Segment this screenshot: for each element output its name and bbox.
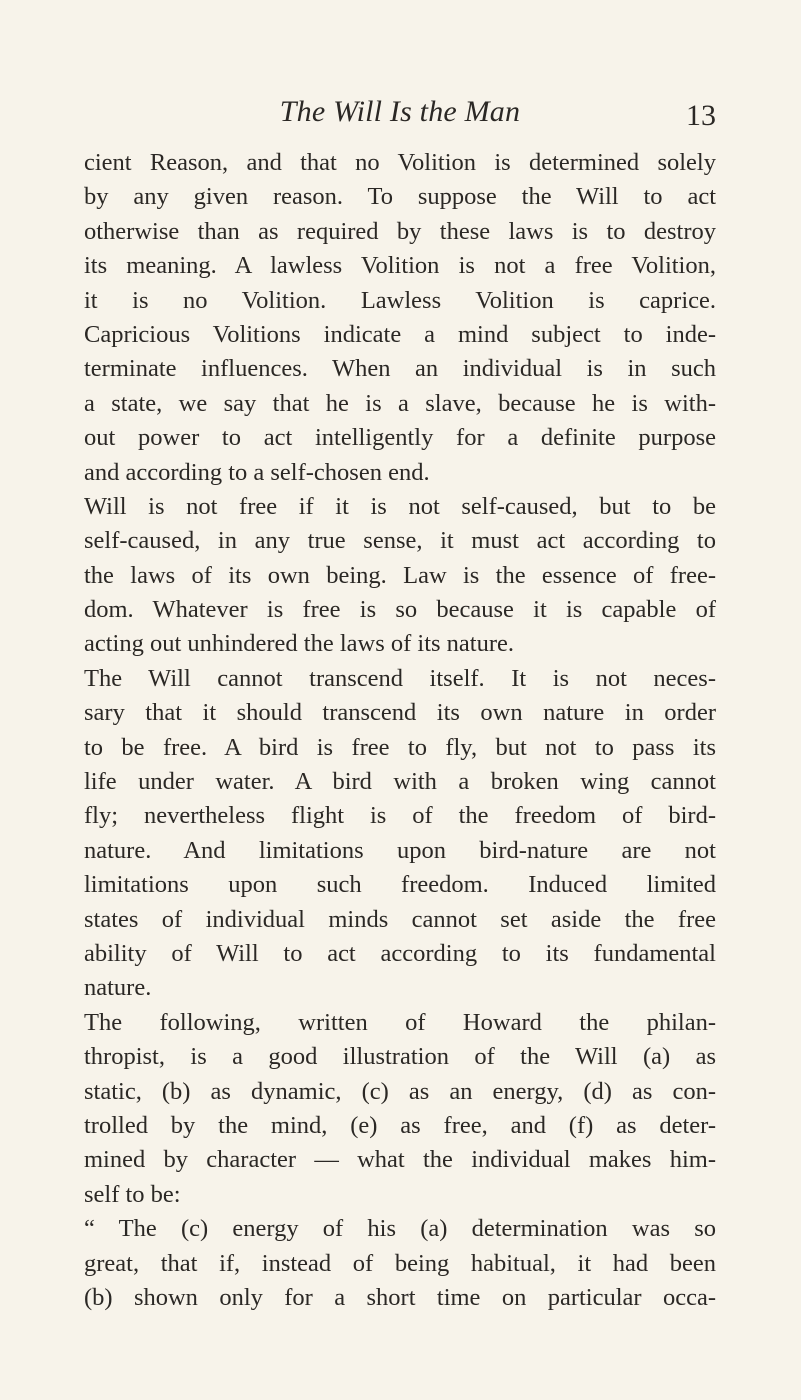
running-head — [84, 92, 716, 132]
text-line: nature. And limitations upon bird-nature are not — [84, 836, 716, 864]
text-line: the laws of its own being. Law is the essence of free- — [84, 561, 716, 589]
text-line: sary that it should transcend its own nature in order — [84, 699, 716, 727]
text-line: life under water. A bird with a broken wing cannot — [84, 768, 716, 796]
text-line: Will is not free if it is not self-caused, but to be — [84, 492, 716, 520]
text-line: ability of Will to act according to its fundamental — [84, 939, 716, 967]
text-line: static, (b) as dynamic, (c) as an energy, (d) as con- — [84, 1077, 716, 1105]
text-line: a state, we say that he is a slave, because he is with- — [84, 389, 716, 417]
text-line: The following, written of Howard the philan- — [84, 1008, 716, 1036]
text-line: “ The (c) energy of his (a) determination was so — [84, 1215, 716, 1243]
text-line: to be free. A bird is free to fly, but not to pass its — [84, 733, 716, 761]
text-line: (b) shown only for a short time on particular occa- — [84, 1283, 716, 1311]
text-line: cient Reason, and that no Volition is determined solely — [84, 149, 716, 176]
text-line: by any given reason. To suppose the Will to act — [84, 183, 716, 211]
running-title: The Will Is the Man — [279, 95, 521, 128]
text-line: limitations upon such freedom. Induced limited — [84, 871, 716, 899]
text-line: acting out unhindered the laws of its nature. — [84, 630, 514, 658]
text-line: mined by character — what the individual makes him- — [84, 1146, 716, 1174]
text-line: out power to act intelligently for a definite purpose — [84, 424, 716, 452]
text-line: thropist, is a good illustration of the Will (a) as — [84, 1043, 716, 1071]
text-line: and according to a self-chosen end. — [84, 458, 430, 486]
text-line: its meaning. A lawless Volition is not a free Volition, — [84, 252, 716, 280]
text-line: otherwise than as required by these laws is to destroy — [84, 217, 716, 245]
text-line: dom. Whatever is free is so because it is capable of — [84, 596, 716, 624]
text-line: great, that if, instead of being habitual, it had been — [84, 1249, 716, 1277]
body-text — [84, 146, 716, 1315]
text-line: The Will cannot transcend itself. It is not neces- — [84, 664, 716, 692]
text-line: self to be: — [84, 1180, 181, 1208]
text-line: it is no Volition. Lawless Volition is caprice. — [84, 286, 716, 314]
text-line: terminate influences. When an individual is in such — [84, 355, 716, 383]
text-line: fly; nevertheless flight is of the freedom of bird- — [84, 802, 716, 830]
text-line: trolled by the mind, (e) as free, and (f) as deter- — [84, 1111, 716, 1139]
text-line: states of individual minds cannot set aside the free — [84, 905, 716, 933]
text-line: nature. — [84, 974, 152, 1002]
page-number: 13 — [686, 99, 716, 132]
text-line: self-caused, in any true sense, it must act according to — [84, 527, 716, 555]
text-line: Capricious Volitions indicate a mind subject to inde- — [84, 320, 716, 348]
